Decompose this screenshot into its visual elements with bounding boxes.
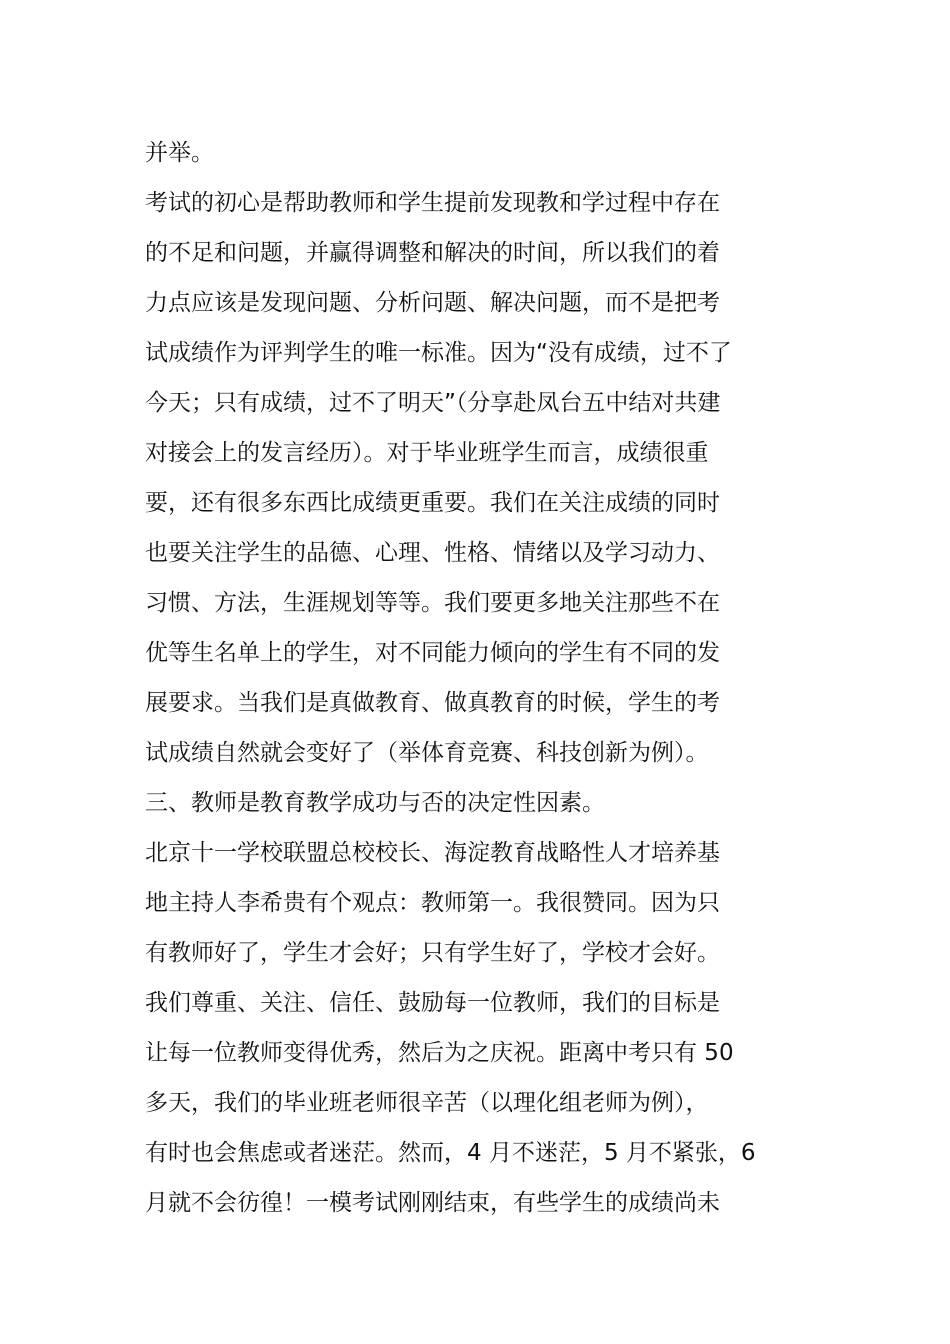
text-line: 对接会上的发言经历）。对于毕业班学生而言，成绩很重: [145, 440, 709, 466]
text-line: 试成绩作为评判学生的唯一标准。因为“没有成绩，过不了: [145, 340, 732, 366]
document-body: [145, 128, 815, 1228]
text-line: 我们尊重、关注、信任、鼓励每一位教师，我们的目标是: [145, 990, 720, 1016]
text-line: 北京十一学校联盟总校校长、海淀教育战略性人才培养基: [145, 840, 720, 866]
text-line: 考试的初心是帮助教师和学生提前发现教和学过程中存在: [145, 190, 720, 216]
text-line: 也要关注学生的品德、心理、性格、情绪以及学习动力、: [145, 540, 720, 566]
text-line: 今天；只有成绩，过不了明天”（分享赴凤台五中结对共建: [145, 390, 721, 416]
text-line: 月就不会彷徨！一模考试刚刚结束，有些学生的成绩尚未: [145, 1190, 720, 1216]
text-line: 试成绩自然就会变好了（举体育竞赛、科技创新为例）。: [145, 740, 709, 766]
text-line: 有教师好了，学生才会好；只有学生好了，学校才会好。: [145, 940, 720, 966]
text-line: 优等生名单上的学生，对不同能力倾向的学生有不同的发: [145, 640, 720, 666]
text-line: 让每一位教师变得优秀，然后为之庆祝。距离中考只有 50: [145, 1040, 734, 1066]
text-line: 并举。: [145, 140, 214, 166]
text-line: 要，还有很多东西比成绩更重要。我们在关注成绩的同时: [145, 490, 720, 516]
text-line: 展要求。当我们是真做教育、做真教育的时候，学生的考: [145, 690, 720, 716]
text-line: 多天，我们的毕业班老师很辛苦（以理化组老师为例），: [145, 1090, 709, 1116]
text-line: 力点应该是发现问题、分析问题、解决问题，而不是把考: [145, 290, 720, 316]
text-line: 习惯、方法，生涯规划等等。我们要更多地关注那些不在: [145, 590, 720, 616]
text-line: 的不足和问题，并赢得调整和解决的时间，所以我们的着: [145, 240, 720, 266]
text-line: 地主持人李希贵有个观点：教师第一。我很赞同。因为只: [145, 890, 720, 916]
section-heading: 三、教师是教育教学成功与否的决定性因素。: [145, 790, 605, 816]
text-line: 有时也会焦虑或者迷茫。然而，4 月不迷茫，5 月不紧张，6: [145, 1140, 756, 1166]
